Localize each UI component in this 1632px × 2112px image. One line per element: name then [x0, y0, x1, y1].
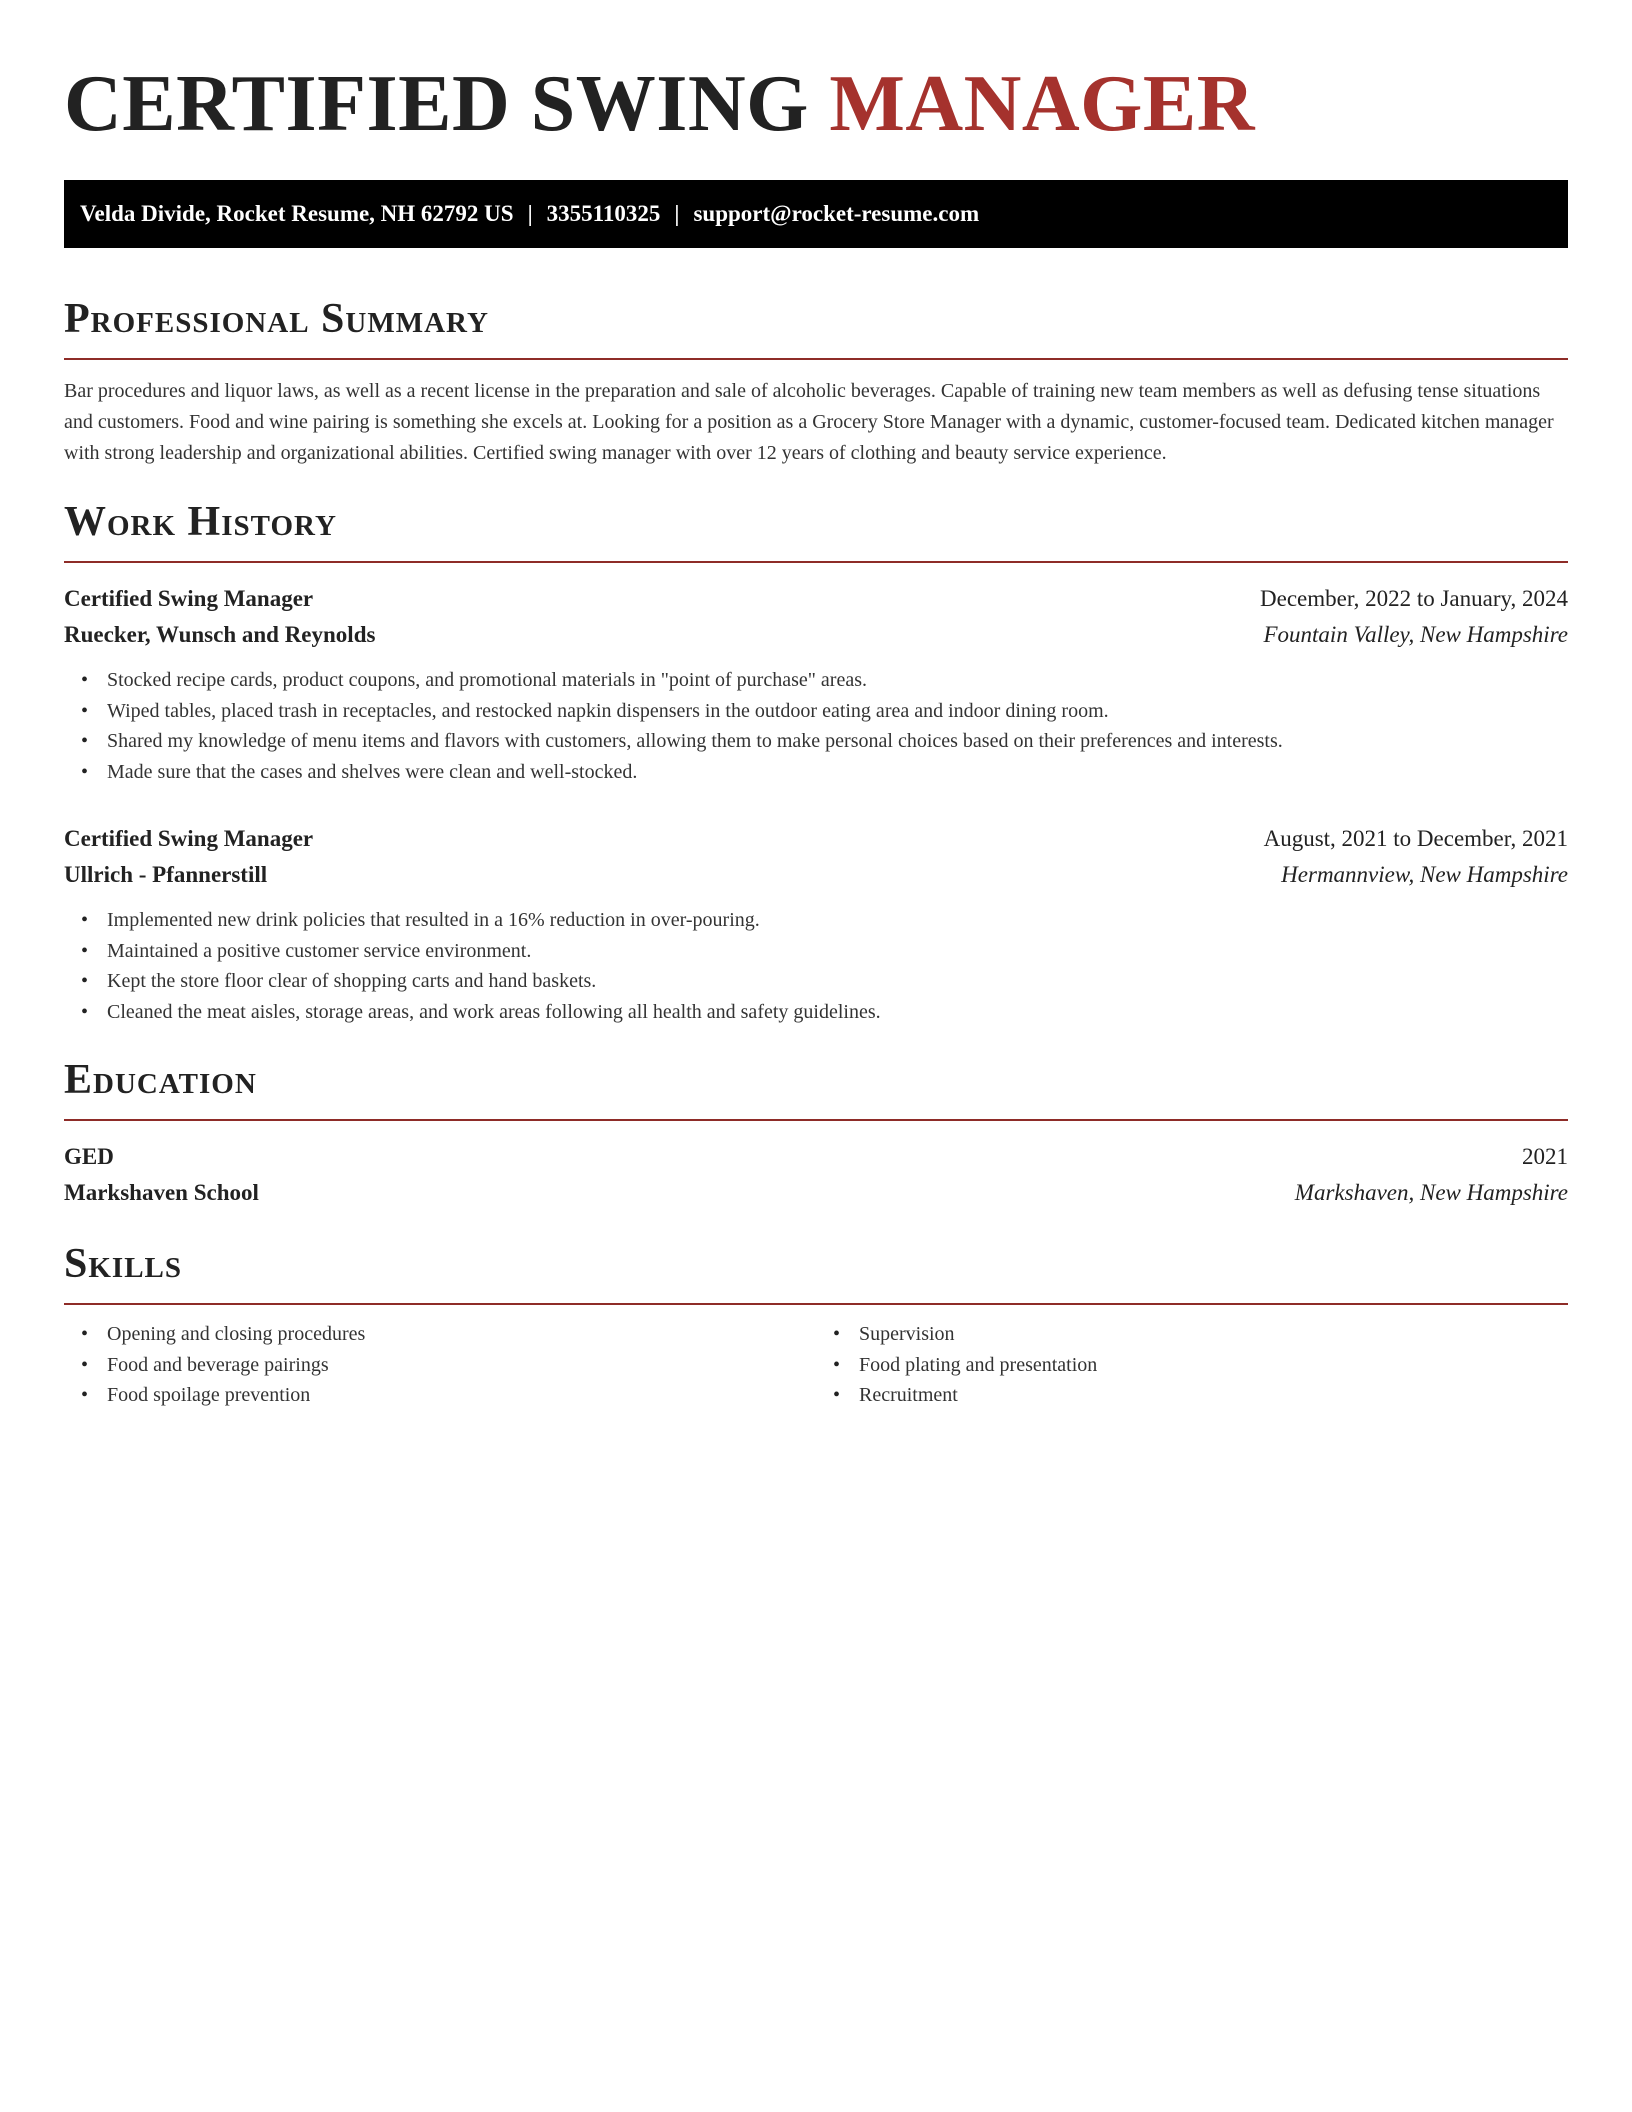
education-school: Markshaven School	[64, 1180, 259, 1205]
list-item: • Supervision	[859, 1319, 1568, 1350]
job-location: Fountain Valley, New Hampshire	[1263, 622, 1568, 647]
section-divider	[64, 561, 1568, 563]
skills-list	[816, 1319, 1568, 1411]
summary-text: Bar procedures and liquor laws, as well as a recent license in the preparation and sale of alcoholic beverages. Capable of training new team members as well as defusing tense situations and customers. Food and wine pairing is something she excels at. Looking for a position as a Grocery Store Manager with a dynamic, customer-focused team. Dedicated kitchen manager with strong leadership and organizational abilities. Certified swing manager with over 12 years of clothing and beauty service experience.	[64, 380, 1554, 464]
contact-phone: 3355110325	[546, 201, 661, 226]
list-item: • Food and beverage pairings	[107, 1350, 816, 1381]
summary-section	[64, 294, 1568, 469]
list-item: • Wiped tables, placed trash in receptacles, and restocked napkin dispensers in the outdoor eating area and indoor dining room.	[107, 696, 1568, 727]
job-bullets	[64, 665, 1568, 787]
work-history-section	[64, 497, 1568, 1027]
list-item: • Shared my knowledge of menu items and flavors with customers, allowing them to make personal choices based on their preferences and interests.	[107, 726, 1568, 757]
job-dates: August, 2021 to December, 2021	[1263, 826, 1568, 851]
title-accent: MANAGER	[829, 60, 1256, 148]
section-divider	[64, 358, 1568, 360]
contact-separator: |	[674, 201, 680, 226]
job-title-row	[64, 821, 1568, 857]
list-item: • Kept the store floor clear of shopping carts and hand baskets.	[107, 966, 1568, 997]
education-location: Markshaven, New Hampshire	[1294, 1180, 1568, 1205]
education-year: 2021	[1522, 1144, 1568, 1169]
work-history-heading: Work History	[64, 499, 337, 545]
summary-heading: Professional Summary	[64, 296, 489, 342]
education-heading: Education	[64, 1057, 257, 1103]
contact-bar	[64, 180, 1568, 248]
education-section	[64, 1055, 1568, 1211]
list-item: • Opening and closing procedures	[107, 1319, 816, 1350]
list-item: • Made sure that the cases and shelves were clean and well-stocked.	[107, 757, 1568, 788]
job-company: Ullrich - Pfannerstill	[64, 862, 268, 887]
job-company: Ruecker, Wunsch and Reynolds	[64, 622, 376, 647]
job-bullets	[64, 905, 1568, 1027]
skills-list	[64, 1319, 816, 1411]
contact-address: Velda Divide, Rocket Resume, NH 62792 US	[80, 201, 514, 226]
education-school-row	[64, 1175, 1568, 1211]
job-entry	[64, 581, 1568, 787]
list-item: • Maintained a positive customer service environment.	[107, 936, 1568, 967]
list-item: • Food spoilage prevention	[107, 1380, 816, 1411]
education-degree: GED	[64, 1144, 114, 1169]
list-item: • Cleaned the meat aisles, storage areas, and work areas following all health and safety guidelines.	[107, 997, 1568, 1028]
contact-email: support@rocket-resume.com	[693, 201, 980, 226]
page-title	[64, 56, 1568, 152]
skills-section	[64, 1239, 1568, 1411]
section-divider	[64, 1119, 1568, 1121]
job-title: Certified Swing Manager	[64, 586, 314, 611]
skills-grid	[64, 1319, 1568, 1411]
title-main: CERTIFIED SWING	[64, 60, 809, 148]
section-divider	[64, 1303, 1568, 1305]
education-degree-row	[64, 1139, 1568, 1175]
list-item: • Implemented new drink policies that resulted in a 16% reduction in over-pouring.	[107, 905, 1568, 936]
job-company-row	[64, 617, 1568, 653]
skills-heading: Skills	[64, 1241, 183, 1287]
list-item: • Food plating and presentation	[859, 1350, 1568, 1381]
job-company-row	[64, 857, 1568, 893]
job-title-row	[64, 581, 1568, 617]
job-location: Hermannview, New Hampshire	[1281, 862, 1568, 887]
job-title: Certified Swing Manager	[64, 826, 314, 851]
skills-column-right	[816, 1319, 1568, 1411]
list-item: • Stocked recipe cards, product coupons, and promotional materials in "point of purchase" areas.	[107, 665, 1568, 696]
education-entry	[64, 1139, 1568, 1211]
skills-column-left	[64, 1319, 816, 1411]
contact-separator: |	[527, 201, 533, 226]
job-dates: December, 2022 to January, 2024	[1260, 586, 1568, 611]
list-item: • Recruitment	[859, 1380, 1568, 1411]
job-entry	[64, 821, 1568, 1027]
